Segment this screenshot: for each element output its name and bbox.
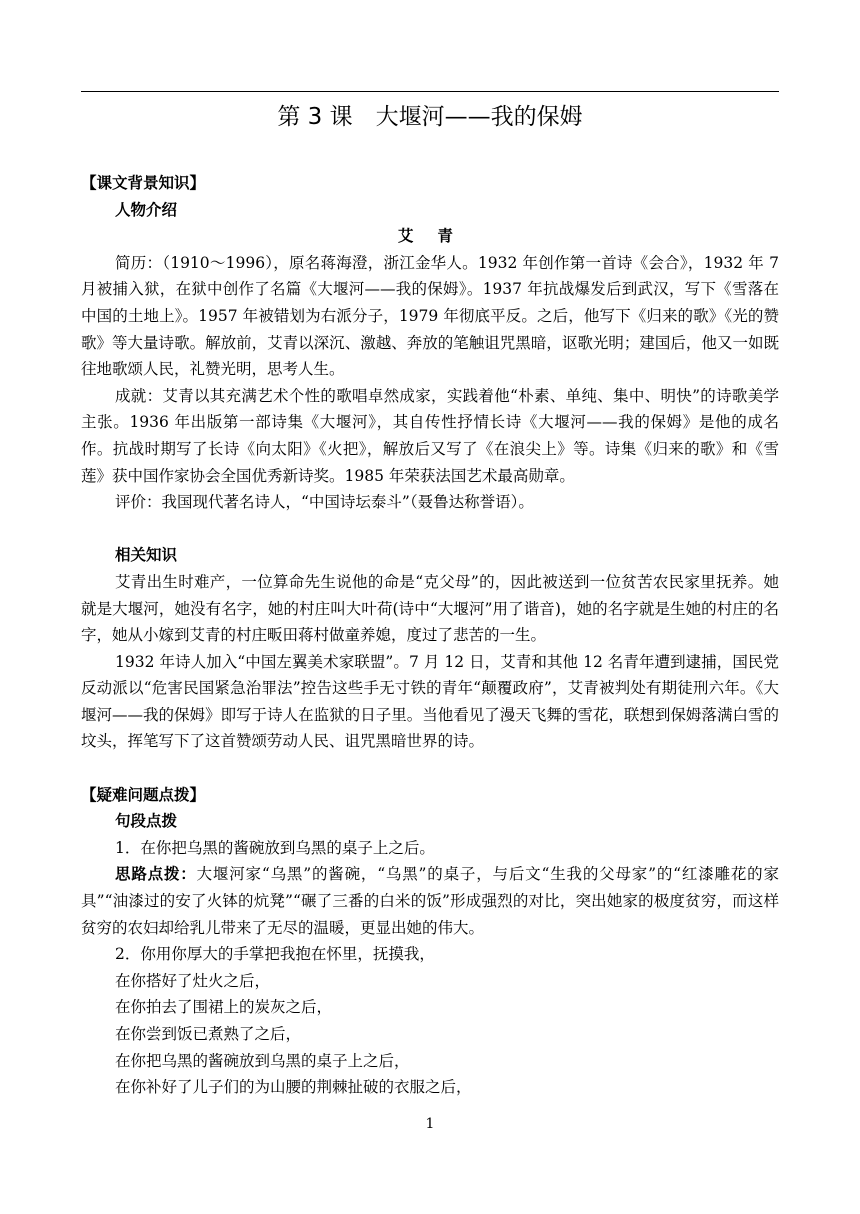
spacer: [81, 755, 779, 782]
document-body: [81, 170, 779, 1101]
section-heading-background: 【课文背景知识】: [81, 174, 206, 192]
sub-heading-related-knowledge: 相关知识: [115, 546, 178, 565]
verse-line: 在你补好了儿子们的为山腰的荆棘扯破的衣服之后，: [115, 1078, 472, 1097]
achievement-paragraph: 成就：艾青以其充满艺术个性的歌唱卓然成家，实践着他“朴素、单纯、集中、明快”的诗歌美学主张。1936 年出版第一部诗集《大堰河》，其自传性抒情长诗《大堰河——我的保姆》是他的成名作。抗战时期写了长诗《向太阳》《火把》，解放后又写了《在浪尖上》等。诗集《归来的歌》和《雪莲》获中国作家协会全国优秀新诗奖。1985 年荣获法国艺术最高勋章。: [81, 386, 779, 485]
spacer: [81, 516, 779, 543]
sub-heading-sentence-hints: 句段点拨: [115, 812, 178, 831]
hint-label: 思路点拨：: [115, 865, 197, 884]
header-rule: [81, 91, 779, 92]
verse-line: 在你搭好了灶火之后，: [115, 971, 271, 990]
hint-text: 大堰河家“乌黑”的酱碗，“乌黑”的桌子，与后文“生我的父母家”的“红漆雕花的家具”“油漆过的安了火钵的炕凳”“碾了三番的白米的饭”形成强烈的对比，突出她家的极度贫穷，而这样贫穷的农妇却给乳儿带来了无尽的温暖，更显出她的伟大。: [81, 865, 779, 937]
knowledge-paragraph-1: 艾青出生时难产，一位算命先生说他的命是“克父母”的，因此被送到一位贫苦农民家里抚养。她就是大堰河，她没有名字，她的村庄叫大叶荷(诗中“大堰河”用了谐音)，她的名字就是生她的村庄的名字，她从小嫁到艾青的村庄畈田蒋村做童养媳，度过了悲苦的一生。: [81, 572, 779, 645]
hint-paragraph: [81, 861, 779, 941]
verse-line: 在你把乌黑的酱碗放到乌黑的桌子上之后，: [115, 1051, 410, 1070]
hint-item-1: 1．在你把乌黑的酱碗放到乌黑的桌子上之后。: [115, 838, 435, 857]
section-heading-difficulties: 【疑难问题点拨】: [81, 785, 206, 804]
person-name: 艾 青: [397, 227, 463, 246]
sub-heading-person-intro: 人物介绍: [115, 200, 178, 219]
evaluation-paragraph: 评价：我国现代著名诗人，“中国诗坛泰斗”（聂鲁达称誉语）。: [115, 493, 534, 512]
verse-line: 在你拍去了围裙上的炭灰之后，: [115, 998, 333, 1017]
knowledge-paragraph-2: 1932 年诗人加入“中国左翼美术家联盟”。7 月 12 日，艾青和其他 12 名青年遭到逮捕，国民党反动派以“危害民国紧急治罪法”控告这些手无寸铁的青年“颠覆政府”，艾青被判处有期徒刑六年。《大堰河——我的保姆》即写于诗人在监狱的日子里。当他看见了漫天飞舞的雪花，联想到保姆落满白雪的坟头，挥笔写下了这首赞颂劳动人民、诅咒黑暗世界的诗。: [81, 652, 779, 751]
hint-item-2: 2．你用你厚大的手掌把我抱在怀里，抚摸我，: [115, 945, 435, 964]
verse-line: 在你尝到饭已煮熟了之后，: [115, 1025, 302, 1043]
bio-paragraph: 简历：（1910～1996），原名蒋海澄，浙江金华人。1932 年创作第一首诗《会合》，1932 年 7 月被捕入狱，在狱中创作了名篇《大堰河——我的保姆》。1937 年抗战爆发后到武汉，写下《雪落在中国的土地上》。1957 年被错划为右派分子，1979 年彻底平反。之后，他写下《归来的歌》《光的赞歌》等大量诗歌。解放前，艾青以深沉、激越、奔放的笔触诅咒黑暗，讴歌光明；建国后，他又一如既往地歌颂人民，礼赞光明，思考人生。: [81, 253, 779, 379]
page-number: 1: [425, 1116, 435, 1132]
lesson-title: 第 3 课 大堰河——我的保姆: [277, 104, 583, 130]
